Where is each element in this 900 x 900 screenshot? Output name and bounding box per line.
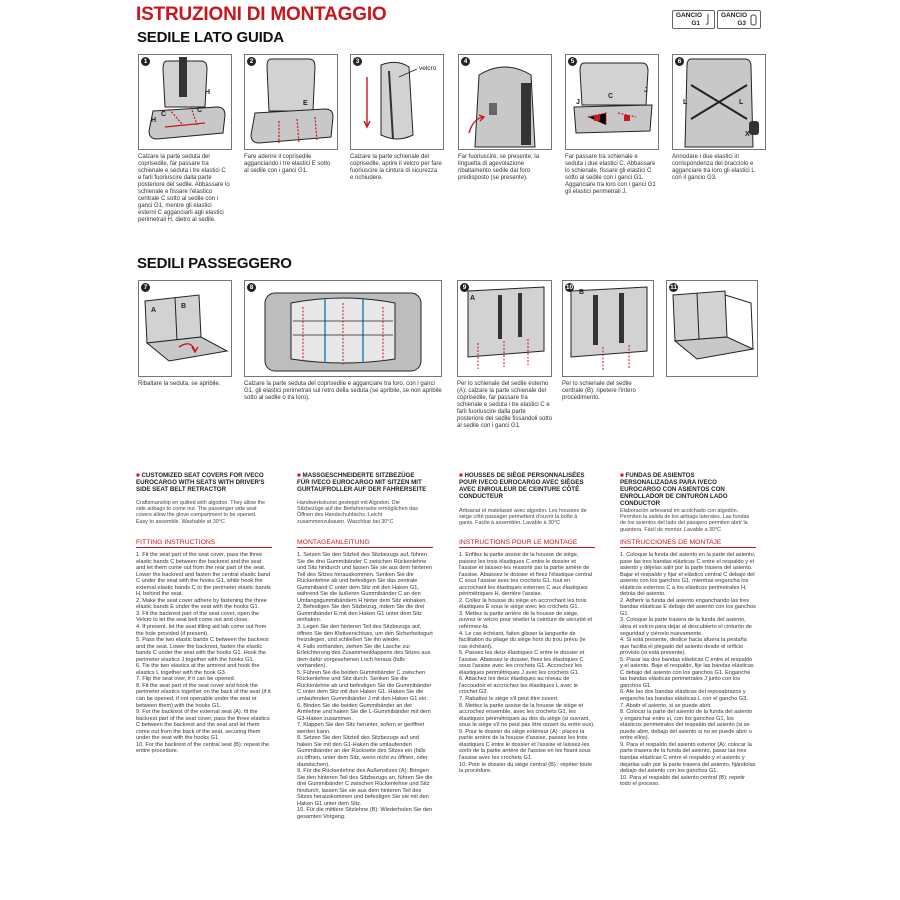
step-number: 6 bbox=[675, 57, 684, 66]
seat-diagram-icon bbox=[245, 281, 441, 376]
col-heading-text: CUSTOMIZED SEAT COVERS FOR IVECO EUROCARGO WITH SEATS WITH DRIVER'S SIDE SEAT BELT RETRACTOR bbox=[136, 472, 265, 493]
col-fr-heading bbox=[459, 472, 589, 500]
step-5-illustration bbox=[565, 54, 659, 150]
label-e: E bbox=[303, 100, 308, 107]
col-en-section: FITTING INSTRUCTIONS bbox=[136, 539, 272, 548]
step-1-illustration bbox=[138, 54, 232, 150]
step-8-illustration bbox=[244, 280, 442, 377]
seat-diagram-icon bbox=[667, 281, 757, 376]
flag-icon: ■ bbox=[459, 472, 465, 479]
col-fr-intro: Artisanat et matelassé avec algodon. Les housses de siège côté passager permettent d'ouvrir la boîte à gants. Facile à assembler. Lavable à 30°C bbox=[459, 508, 587, 527]
flag-icon: ■ bbox=[297, 472, 303, 479]
step-10-caption: Per lo schienale del sedile centrale (B): ripetere l'intero procedimento. bbox=[562, 381, 636, 401]
label-h: H bbox=[151, 117, 157, 124]
hook-g1-badge bbox=[672, 10, 715, 29]
step-number: 11 bbox=[670, 284, 677, 291]
step-number: 9 bbox=[460, 283, 469, 292]
step-5-caption: Far passare tra schienale e seduta i due elastici C. Abbassare lo schienale, fissare gli elastici C sotto al sedile con i ganci G1. Agganciare tra loro con i ganci G1 gli elastici perimetrali J. bbox=[565, 154, 656, 195]
section-title-passenger: SEDILI PASSEGGERO bbox=[137, 255, 292, 272]
col-de-intro: Handwerkskunst gesteppt mit Algodon. Die Sitzbezüge auf der Beifahrerseite ermöglichen das Öffnen des Handschuhfachs. Leicht zusammenzubauen. Waschbar bei 30°C bbox=[297, 500, 418, 525]
step-10-illustration bbox=[562, 280, 654, 377]
col-de-body: 1. Setzen Sie den Sitzteil des Sitzbezugs auf, führen Sie die drei Gummibänder C zwischen Rückenlehne und Sitz hindurch und lassen Sie sie aus dem hinteren Teil des Sitzes herauskommen. Senken Sie die Rückenlehne ab und befestigen Sie das zentrale Gummiband C unter dem Sitz mit den Haken G1, während Sie die äußeren Gummibänder C an den Umfangsgummibändern H hinter dem Sitz einhaken. 2. Befestigen Sie den Sitzbezug, indem Sie die drei Gummibänder E mit den Haken G1 unter dem Sitz einhaken. 3. Legen Sie den hinteren Teil des Sitzbezugs auf, öffnen Sie den Klettverschluss, um den Sicherheitsgurt freizulegen, und schließen Sie ihn wieder. 4. Falls vorhanden, ziehen Sie die Lasche zur Erleichterung des Zusammenklappens des Sitzes aus dem dafür vorgesehenen Loch heraus (falls vorhanden). 5. Führen Sie die beiden Gummibänder C zwischen Rückenlehne und Sitz durch. Senken Sie die Rückenlehne ab und befestigen Sie die Gummibänder C unter dem Sitz mit den Haken G1. Haken Sie die umlaufenden Gummibänder J mit den Haken G1 ein. 6. Binden Sie die beiden Gummibänder an der Armlehne und haken Sie die L-Gummibänder mit dem G3-Haken zusammen. 7. Klappen Sie den Sitz herunter, sofern er geöffnet werden kann. 8. Setzen Sie den Sitzteil des Sitzbezugs auf und haken Sie mit den G1-Haken die umlaufenden Gummibänder an der Rückseite des Sitzes ein (falls zu öffnen, unter dem Sitz, wenn nicht zu öffnen, oder dazwischen). 9. Für die Rückenlehne des Außensitzes (A): Bringen Sie den hinteren Teil des Sitzbezugs an, führen Sie die drei Gummibänder C zwischen Rückenlehne und Sitz hindurch, lassen Sie sie aus dem hinteren Teil des Sitzes herauskommen und befestigen Sie sie mit den Haken G1 unter dem Sitz. 10. Für die mittlere Sitzlehne (B): Wiederholen Sie den gesamten Vorgang. bbox=[297, 552, 433, 820]
col-en-heading bbox=[136, 472, 266, 493]
step-number: 7 bbox=[141, 283, 150, 292]
col-fr-body: 1. Enfilez la partie assise de la housse de siège, passez les trois élastiques C entre le dossier et l'assise et laissez-les ressortir par la partie arrière de l'assise. Abaissez le dossier et fixez l'élastique central C sous l'assise avec les crochets G1, tout en accrochant les élastiques externes C aux élastiques périmétriques H, derrière l'assise. 2. Collez la housse du siège en accrochant les trois élastiques E sous le siège avec les crochets G1. 3. Mettez la partie arrière de la housse de siège, ouvrez le velcro pour révéler la ceinture de sécurité et refermez-la. 4. Le cas échéant, faites glisser la languette de facilitation du pliage du siège hors du trou prévu (le cas échéant). 5. Passez les deux élastiques C entre le dossier et l'assise. Abaissez le dossier, fixez les élastiques C sous l'assise avec les crochets G1. Accrochez les élastiques périmétriques J avec les crochets G1. 6. Attachez les deux élastiques au niveau de l'accoudoir et accrochez les élastiques L avec le crochet G3. 7. Rabattez le siège s'il peut être ouvert. 8. Mettez la partie assise de la housse de siège et accrochez ensemble, avec les crochets G1, les élastiques périmétriques au dos du siège (si ouvrant, sous le siège s'il ne peut pas être ouvert ou entre eux). 9. Pour le dossier du siège extérieur (A) : placez la partie arrière de la housse d'assise, passez les trois élastiques C entre le dossier et l'assise et laissez-les sortir de la partie arrière de l'assise en les fixant sous l'assise avec les crochets G1. 10. Pour le dossier du siège central (B) : répéter toute la procédure. bbox=[459, 552, 595, 775]
col-es-heading bbox=[620, 472, 750, 507]
col-en-body: 1. Fit the seat part of the seat cover, pass the three elastic bands C between the backrest and the seat and let them come out from the rear part of the seat. Lower the backrest and fasten the central elastic band C under the seat with the hooks G1, while hook the external elastic bands C to the perimeter elastic bands H, behind the seat. 2. Make the seat cover adhere by fastening the three elastic bands E under the seat with the hooks G1. 3. Fit the backrest part of the seat cover, open the Velcro to let the seat belt come out and close. 4. If present, let the seat tilting aid tab come out from the hole provided (if present). 5. Pass the two elastic bands C between the backrest and the seat. Lower the backrest, fasten the elastic bands C under the seat with the hooks G1. Hook the perimeter elastics J together with the hooks G1. 6. Tie the two elastics at the armrest and hook the elastics L together with the hook G3. 7. Flip the seat over, if it can be opened. 8. Fit the seat part of the seat cover and hook the perimeter elastics together on the back of the seat (if it can be opened, if not openable under the seat or between them) with the hooks G1. 9. For the backrest of the external seat (A): fit the backrest part of the seat cover, pass the three elastics C between the backrest and the seat and let them come out from the back of the seat, securing them under the seat with the hooks G1. 10. For the backrest of the central seat (B): repeat the entire procedure. bbox=[136, 552, 271, 755]
seat-diagram-icon bbox=[139, 281, 231, 376]
col-fr-section: INSTRUCTIONS POUR LE MONTAGE bbox=[459, 539, 595, 548]
step-6-caption: Annodare i due elastici in corrispondenza del bracciolo e agganciare tra loro gli elastici L con il gancio G3. bbox=[672, 154, 755, 181]
label-j: J bbox=[576, 99, 580, 106]
label-c: C bbox=[197, 107, 203, 114]
seat-diagram-icon bbox=[139, 55, 231, 149]
hook-g3-badge bbox=[717, 10, 761, 29]
col-en-intro: Craftsmanship en quilted with algodon. They allow the side airbags to come out. The passenger side seat covers allow the glove compartment to be opened. Easy to assemble. Washable at 30°C bbox=[136, 500, 266, 525]
label-x: X bbox=[745, 131, 750, 138]
label-l: L bbox=[739, 99, 744, 106]
step-2-caption: Fare aderire il coprisedile agganciando i tre elastici E sotto al sedile con i ganci G1. bbox=[244, 154, 331, 174]
col-es-body: 1. Coloque la funda del asiento en la parte del asiento, pase las tres bandas elásticas C entre el respaldo y el asiento y déjelas salir por la parte trasera del asiento. Bajar el respaldo y fijar el elástico central C debajo del asiento con los ganchos G1, mientras engancha los elásticos externos C a los elásticos perimetrales H, detrás del asiento. 2. Adherir la funda del asiento enganchando las tres bandas elásticas E debajo del asiento con los ganchos G1. 3. Coloque la parte trasera de la funda del asiento, abra el velcro para dejar al descubierto el cinturón de seguridad y ciérrelo nuevamente. 4. Si está presente, deslice hacia afuera la pestaña que facilita el plegado del asiento desde el orificio provisto (si está presente). 5. Pasar las dos bandas elásticas C entre el respaldo y el asiento. Baje el respaldo, fije las bandas elásticas C debajo del asiento con los ganchos G1. Enganche las bandas elásticas perimetrales J junto con los ganchos G1. 6. Ate las dos bandas elásticas del reposabrazos y enganche las bandas elásticas L con el gancho G3. 7. Abatir el asiento, si se puede abrir. 8. Colocar la parte del asiento de la funda del asiento y enganchar entre sí, con los ganchos G1, los elásticos perimetrales del respaldo del asiento (si se puede abrir, debajo del asiento si no se puede abrir o entre ellos). 9. Para el respaldo del asiento exterior (A): colocar la parte trasera de la funda del asiento, pasar las tres bandas elásticas C entre el respaldo y el asiento y dejarlas salir por la parte trasera del asiento, fijándolas debajo del asiento con los ganchos G1. 10. Para el respaldo del asiento central (B): repetir todo el proceso. bbox=[620, 552, 756, 788]
col-de-section: MONTAGEANLEITUNG bbox=[297, 539, 433, 548]
label-c: C bbox=[161, 111, 167, 118]
seat-diagram-icon bbox=[563, 281, 653, 376]
label-j: J bbox=[644, 87, 648, 94]
step-number: 8 bbox=[247, 283, 256, 292]
label-h: H bbox=[205, 89, 211, 96]
step-4-illustration bbox=[458, 54, 552, 150]
col-heading-text: MASSGESCHNEIDERTE SITZBEZÜGE FÜR IVECO EUROCARGO MIT SITZEN MIT GURTAUFROLLER AUF DER FAHRERSEITE bbox=[297, 472, 427, 493]
label-l: L bbox=[683, 99, 688, 106]
flag-icon: ■ bbox=[136, 472, 142, 479]
step-number: 5 bbox=[568, 57, 577, 66]
step-7-caption: Ribaltare la seduta, se apribile. bbox=[138, 381, 221, 387]
col-heading-text: HOUSSES DE SIÈGE PERSONNALISÉES POUR IVECO EUROCARGO AVEC SIÈGES AVEC ENROULEUR DE CEINTURE CÔTÉ CONDUCTEUR bbox=[459, 472, 585, 500]
col-es-section: INSTRUCCIONES DE MONTAJE bbox=[620, 539, 756, 548]
label-b: B bbox=[579, 289, 585, 296]
step-number: 4 bbox=[461, 57, 470, 66]
label-velcro: velcro bbox=[419, 65, 437, 72]
label-a: A bbox=[151, 307, 157, 314]
step-3-illustration bbox=[350, 54, 444, 150]
step-number: 3 bbox=[353, 57, 362, 66]
col-de-heading bbox=[297, 472, 427, 493]
step-number: 10 bbox=[565, 284, 574, 291]
label-c: C bbox=[608, 93, 614, 100]
label-b: B bbox=[181, 303, 187, 310]
hook-code: G1 bbox=[691, 20, 700, 27]
page-title: ISTRUZIONI DI MONTAGGIO bbox=[136, 4, 387, 25]
label-a: A bbox=[470, 295, 476, 302]
step-3-caption: Calzare la parte schienale del coprisedile, aprire il velcro per fare fuoriuscire la cintura di sicurezza e richiudere. bbox=[350, 154, 442, 181]
col-heading-text: FUNDAS DE ASIENTOS PERSONALIZADAS PARA IVECO EUROCARGO CON ASIENTOS CON ENROLLADOR DE CINTURÓN LADO CONDUCTOR bbox=[620, 472, 728, 507]
hook-g3-icon bbox=[750, 14, 757, 26]
flag-icon: ■ bbox=[620, 472, 626, 479]
seat-diagram-icon bbox=[245, 55, 337, 149]
hook-label: GANCIO bbox=[676, 12, 702, 19]
col-es-intro: Elaboración artesanal en acolchado con algodón. Permiten la salida de los airbags laterales. Las fundas de los asientos del lado del pasajero permiten abrir la guantera. Fácil de montar. Lavable a 30°C bbox=[620, 508, 750, 533]
step-4-caption: Far fuoriuscire, se presente, la linguetta di agevolazione ribaltamento sedile dal foro predisposto (se presente). bbox=[458, 154, 540, 181]
step-7-illustration bbox=[138, 280, 232, 377]
step-2-illustration bbox=[244, 54, 338, 150]
step-6-illustration bbox=[672, 54, 766, 150]
section-title-driver: SEDILE LATO GUIDA bbox=[137, 29, 284, 46]
step-9-illustration bbox=[457, 280, 552, 377]
step-1-caption: Calzare la parte seduta del coprisedile, far passare tra schienale e seduta i tre elastici C e farli fuoriuscire dalla parte posteriore del sedile. Abbassare lo schienale e fissare l'elastico centrale C sotto al sedile con i ganci G1, mentre gli elastici esterni C agganciarli agli elastici perimetrali H, dietro al sedile. bbox=[138, 154, 230, 223]
seat-diagram-icon bbox=[459, 55, 551, 149]
hook-g1-icon bbox=[705, 14, 711, 26]
step-number: 1 bbox=[141, 57, 150, 66]
hook-label: GANCIO bbox=[721, 12, 747, 19]
step-9-caption: Per lo schienale del sedile esterno (A): calzare la parte schienale del coprisedile, far passare tra schienale e seduta i tre elastici C e farli fuoriuscire dalla parte posteriore del sedile fissandoli sotto al sedile con i ganci G1. bbox=[457, 381, 553, 429]
step-number: 2 bbox=[247, 57, 256, 66]
step-11-illustration bbox=[666, 280, 758, 377]
step-8-caption: Calzare la parte seduta del coprisedile e agganciare tra loro, con i ganci G1, gli elastici perimetrali sul retro della seduta (se apribile, se non apribile sotto al sedile o tra loro). bbox=[244, 381, 442, 401]
hook-code: G3 bbox=[737, 20, 746, 27]
